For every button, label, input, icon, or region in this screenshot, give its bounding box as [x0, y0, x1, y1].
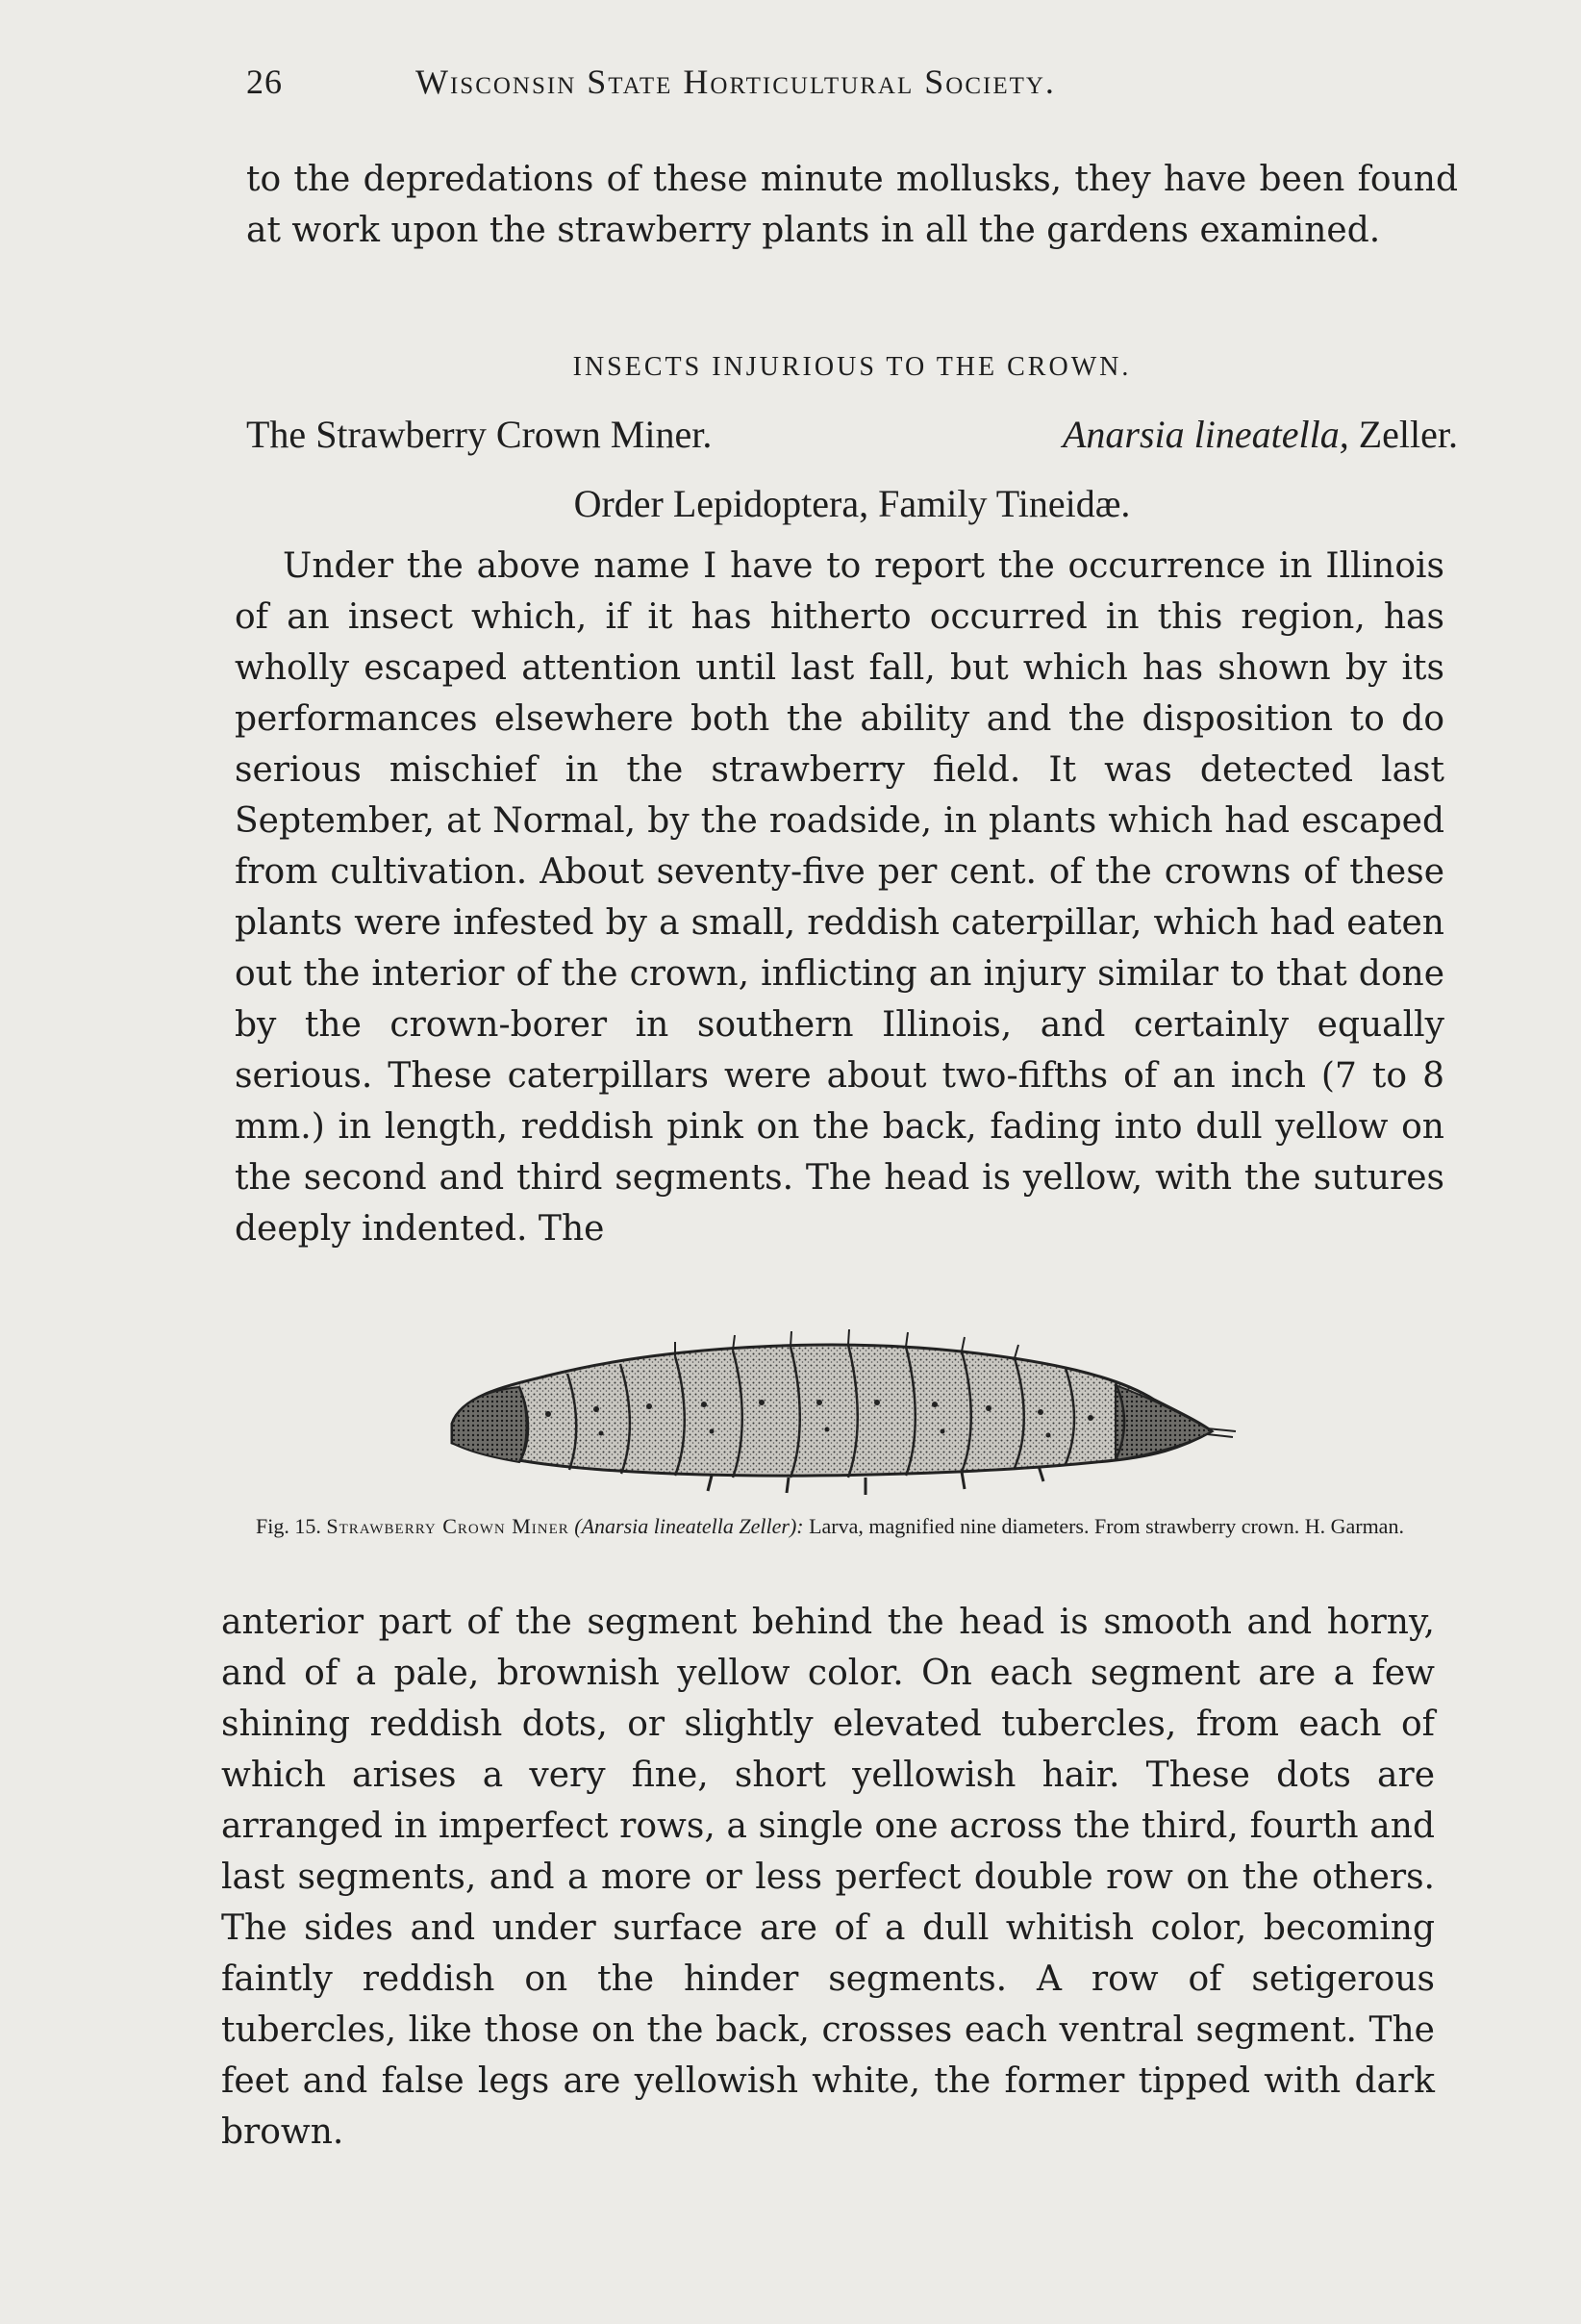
main-paragraph [235, 541, 1444, 1254]
bottom-paragraph-text: anterior part of the segment behind the head is smooth and horny, and of a pale, brownish yellow color. On each segment are a few shining reddish dots, or slightly elevated tubercles, from each of which arises a very fine, short yellowish hair. These dots are arranged in imperfect rows, a single one across the third, fourth and last segments, and a more or less perfect double row on the others. The sides and under surface are of a dull whitish color, becoming faintly reddish on the hinder segments. A row of setigerous tubercles, like those on the back, crosses each ventral segment. The feet and false legs are yellowish white, the former tipped with dark brown. [221, 1603, 1435, 2152]
caterpillar-drawing [423, 1318, 1269, 1510]
paragraph-top-text: to the depredations of these minute mollusks, they have been found at work upon the strawberry plants in all the gardens examined. [246, 160, 1458, 250]
main-paragraph-text: Under the above name I have to report the occurrence in Illinois of an insect which, if it has hitherto occurred in this region, has wholly escaped attention until last fall, but which has shown by its performances elsewhere both the ability and the disposition to do serious mischief in the strawberry field. It was detected last September, at Normal, by the roadside, in plants which had escaped from cultivation. About seventy-five per cent. of the crowns of these plants were infested by a small, reddish caterpillar, which had eaten out the interior of the crown, inflicting an injury similar to that done by the crown-borer in southern Illinois, and certainly equally serious. These caterpillars were about two-fifths of an inch (7 to 8 mm.) in length, reddish pink on the back, fading into dull yellow on the second and third segments. The head is yellow, with the sutures deeply indented. The [235, 546, 1444, 1249]
running-header [246, 62, 1323, 110]
bottom-paragraph [221, 1597, 1435, 2158]
figure-description: Larva, magnified nine diameters. From strawberry crown. H. Garman. [809, 1514, 1404, 1538]
running-title: Wisconsin State Horticultural Society. [415, 63, 1056, 101]
section-heading: INSECTS INJURIOUS TO THE CROWN. [572, 352, 1132, 382]
figure-label: Fig. 15. [256, 1514, 321, 1538]
paragraph-continued [246, 154, 1458, 256]
larva-illustration [423, 1318, 1269, 1510]
taxonomy-line: Order Lepidoptera, Family Tineidæ. [573, 482, 1131, 525]
author-name: Zeller. [1358, 413, 1458, 456]
figure-caption [235, 1515, 1439, 1538]
scientific-name-group [1063, 412, 1458, 457]
figure-name: Strawberry Crown Miner [326, 1514, 569, 1538]
scientific-name: Anarsia lineatella, [1062, 413, 1349, 456]
figure-scientific: (Anarsia lineatella Zeller): [574, 1514, 804, 1538]
common-name: The Strawberry Crown Miner. [246, 413, 713, 456]
page-number: 26 [246, 63, 283, 101]
article-title [246, 412, 1458, 457]
